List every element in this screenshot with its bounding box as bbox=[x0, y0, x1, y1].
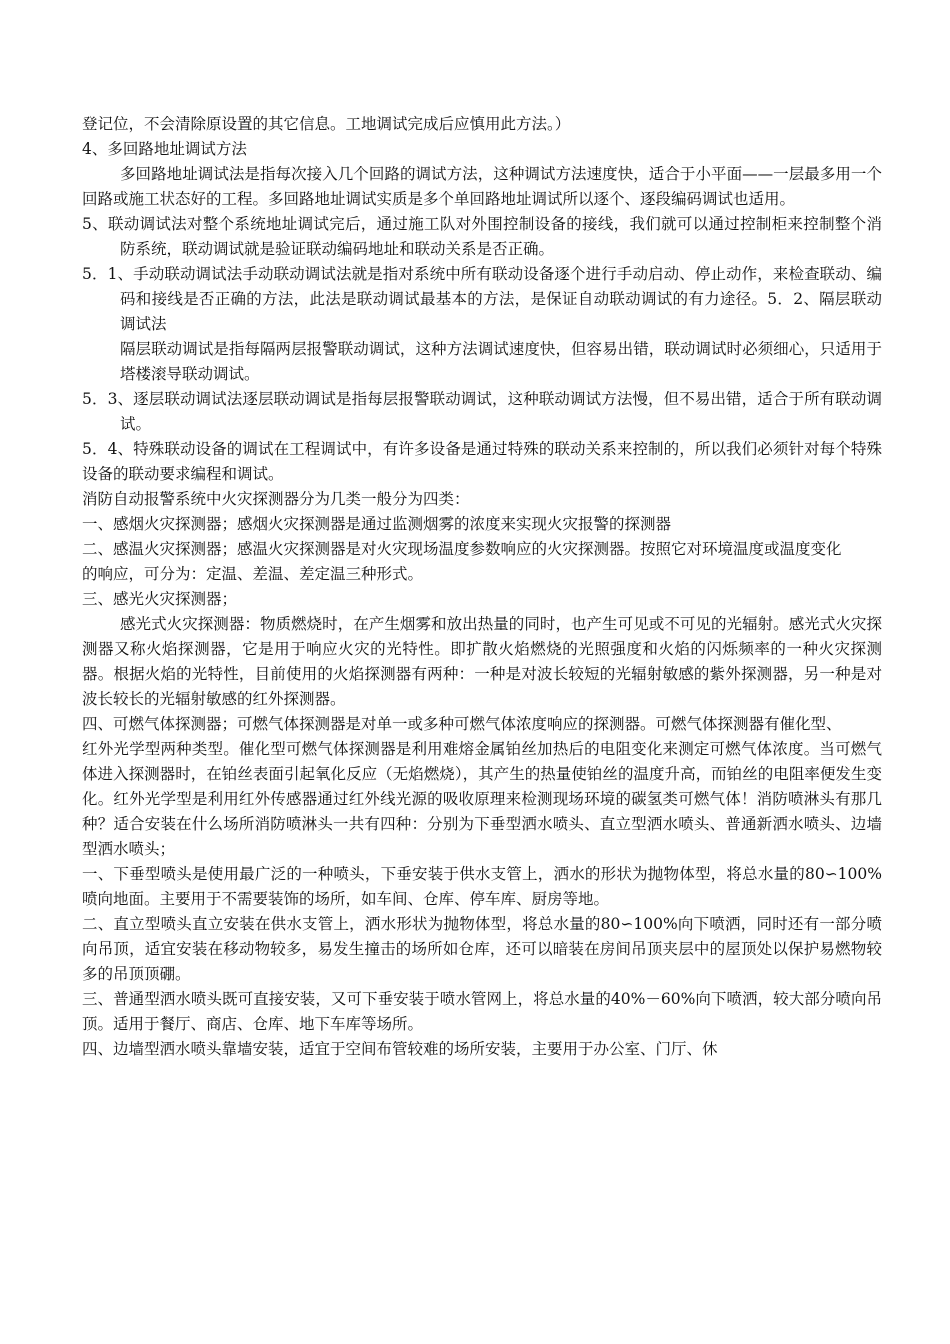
paragraph: 消防自动报警系统中火灾探测器分为几类一般分为四类： bbox=[82, 490, 470, 508]
paragraph: 的响应，可分为：定温、差温、差定温三种形式。 bbox=[82, 565, 424, 583]
list-item: 一、下垂型喷头是使用最广泛的一种喷头，下垂安装于供水支管上，洒水的形状为抛物体型，将总水量的80∽100%喷向地面。主要用于不需要装饰的场所，如车间、仓库、停车库、厨房等地。 bbox=[82, 865, 882, 908]
paragraph: 登记位，不会清除原设置的其它信息。工地调试完成后应慎用此方法。） bbox=[82, 115, 571, 133]
list-item: 二、直立型喷头直立安装在供水支管上，洒水形状为抛物体型，将总水量的80∽100%向下喷洒，同时还有一部分喷向吊顶，适宜安装在移动物较多，易发生撞击的场所如仓库，还可以暗装在房间吊顶夹层中的屋顶处以保护易燃物较多的吊顶顶硼。 bbox=[82, 915, 882, 983]
paragraph: 隔层联动调试是指每隔两层报警联动调试，这种方法调试速度快，但容易出错，联动调试时必须细心，只适用于塔楼滚导联动调试。 bbox=[120, 340, 882, 383]
list-item: 三、感光火灾探测器； bbox=[82, 590, 238, 608]
paragraph: 5、联动调试法对整个系统地址调试完后，通过施工队对外围控制设备的接线，我们就可以通过控制柜来控制整个消防系统，联动调试就是验证联动编码地址和联动关系是否正确。 bbox=[82, 215, 882, 258]
list-item: 三、普通型洒水喷头既可直接安装，又可下垂安装于喷水管网上，将总水量的40%－60%向下喷洒，较大部分喷向吊顶。适用于餐厅、商店、仓库、地下车库等场所。 bbox=[82, 990, 882, 1033]
paragraph: 多回路地址调试法是指每次接入几个回路的调试方法，这种调试方法速度快，适合于小平面——一层最多用一个回路或施工状态好的工程。多回路地址调试实质是多个单回路地址调试所以逐个、逐段编码调试也适用。 bbox=[82, 165, 882, 208]
paragraph: 5．1、手动联动调试法手动联动调试法就是指对系统中所有联动设备逐个进行手动启动、停止动作，来检查联动、编码和接线是否正确的方法，此法是联动调试最基本的方法，是保证自动联动调试的有力途径。5．2、隔层联动调试法 bbox=[82, 265, 882, 333]
list-item: 四、边墙型洒水喷头靠墙安装，适宜于空间布管较难的场所安装，主要用于办公室、门厅、休 bbox=[82, 1040, 718, 1058]
paragraph: 红外光学型两种类型。催化型可燃气体探测器是利用难熔金属铂丝加热后的电阻变化来测定可燃气体浓度。当可燃气体进入探测器时，在铂丝表面引起氧化反应（无焰燃烧），其产生的热量使铂丝的温度升高，而铂丝的电阻率便发生变化。红外光学型是利用红外传感器通过红外线光源的吸收原理来检测现场环境的碳氢类可燃气体！消防喷淋头有那几种？适合安装在什么场所消防喷淋头一共有四种：分别为下垂型洒水喷头、直立型洒水喷头、普通新洒水喷头、边墙型洒水喷头； bbox=[82, 740, 882, 858]
section-heading: 4、多回路地址调试方法 bbox=[82, 140, 247, 158]
list-item: 一、感烟火灾探测器；感烟火灾探测器是通过监测烟雾的浓度来实现火灾报警的探测器 bbox=[82, 515, 672, 533]
paragraph: 5．4、特殊联动设备的调试在工程调试中，有许多设备是通过特殊的联动关系来控制的，所以我们必须针对每个特殊设备的联动要求编程和调试。 bbox=[82, 440, 882, 483]
document-body bbox=[82, 112, 882, 1062]
list-item: 四、可燃气体探测器；可燃气体探测器是对单一或多种可燃气体浓度响应的探测器。可燃气体探测器有催化型、 bbox=[82, 715, 842, 733]
paragraph: 5．3、逐层联动调试法逐层联动调试是指每层报警联动调试，这种联动调试方法慢，但不易出错，适合于所有联动调试。 bbox=[82, 390, 882, 433]
list-item: 二、感温火灾探测器；感温火灾探测器是对火灾现场温度参数响应的火灾探测器。按照它对环境温度或温度变化 bbox=[82, 540, 842, 558]
paragraph: 感光式火灾探测器：物质燃烧时，在产生烟雾和放出热量的同时，也产生可见或不可见的光辐射。感光式火灾探测器又称火焰探测器，它是用于响应火灾的光特性。即扩散火焰燃烧的光照强度和火焰的闪烁频率的一种火灾探测器。根据火焰的光特性，目前使用的火焰探测器有两种：一种是对波长较短的光辐射敏感的紫外探测器，另一种是对波长较长的光辐射敏感的红外探测器。 bbox=[82, 615, 882, 708]
